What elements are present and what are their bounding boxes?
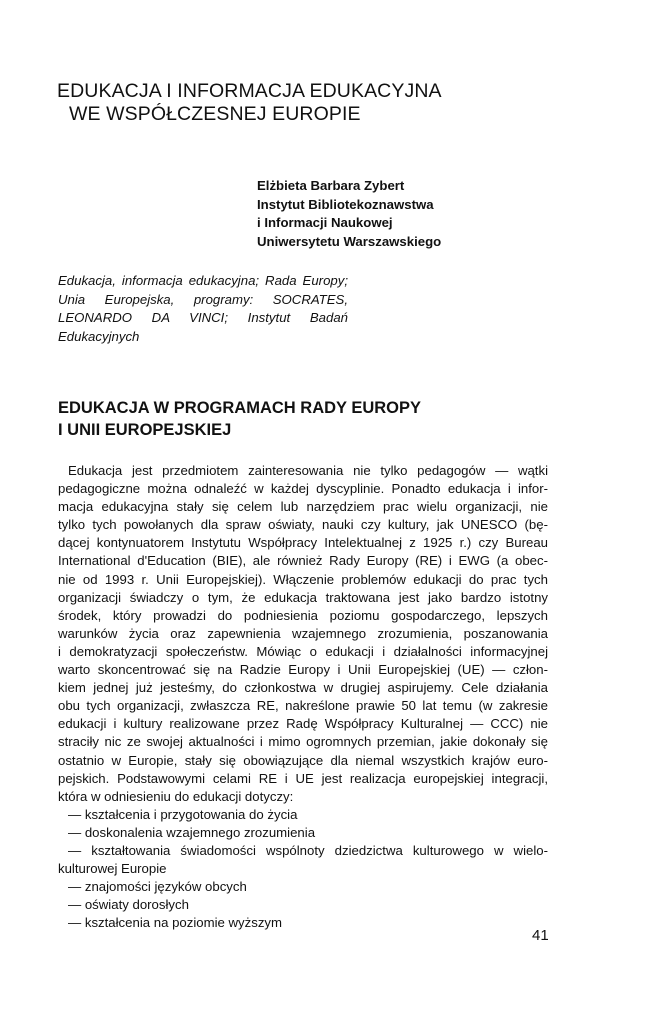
body-line: nie od 1993 r. Unii Europejskiej). Włączenie problemów edukacji do prac tych [58,571,548,587]
body-line: obu tych organizacji, zwłaszcza RE, nakreślone prawie 50 lat temu (w zakresie [58,698,548,714]
body-line: edukacji i kultury realizowane przez Radę Współpracy Kulturalnej — CCC) nie [58,716,548,732]
body-line: macja edukacyjna stały się celem lub narzędziem prac wielu organizacji, nie [58,499,548,515]
author-affiliation-line: Uniwersytetu Warszawskiego [257,233,442,249]
list-item-continuation: kulturowej Europie [58,861,167,877]
body-line: kiem jednej już jesteśmy, do członkostwa w drugiej aspirujemy. Cele działania [58,680,548,696]
body-line: ostatnio w Europie, stały się obowiązujące dla niemal wszystkich krajów euro- [58,752,548,768]
body-line: Edukacja jest przedmiotem zainteresowania nie tylko pedagogów — wątki [68,463,548,478]
list-item: — znajomości języków obcych [68,879,247,895]
body-line: organizacji świadczy o tym, że edukacja traktowana jest jako bardzo istotny [58,589,548,605]
list-item: — kształtowania świadomości wspólnoty dziedzictwa kulturowego w wielo- [68,842,548,858]
section-heading [58,398,538,441]
section-heading-line-1: EDUKACJA W PROGRAMACH RADY EUROPY [58,399,422,417]
body-text [58,462,548,932]
list-item: — kształcenia i przygotowania do życia [68,806,298,822]
list-item: — kształcenia na poziomie wyższym [68,915,283,931]
list-item: — doskonalenia wzajemnego zrozumienia [68,824,316,840]
body-line: tylko tych powołanych dla spraw oświaty, nauki czy kultury, jak UNESCO (bę- [58,517,548,533]
body-line: International d'Education (BIE), ale również Rady Europy (RE) i EWG (a obec- [58,553,548,569]
author-name: Elżbieta Barbara Zybert [257,178,405,193]
body-line: straciły nic ze swojej aktualności i mimo ogromnych przemian, jakie dokonały się [58,734,548,750]
body-line: która w odniesieniu do edukacji dotyczy: [58,788,294,804]
article-title-line-1: EDUKACJA I INFORMACJA EDUKACYJNA [57,80,442,102]
author-affiliation-line: Instytut Bibliotekoznawstwa [257,196,434,212]
article-title [57,80,617,126]
body-line: warto skoncentrować się na Radzie Europy i Unii Europejskiej (UE) — człon- [58,662,548,678]
author-block [257,177,557,251]
page-number: 41 [532,927,549,944]
body-line: i demokratyzacji społeczeństw. Mówiąc o edukacji i działalności informacyjnej [58,643,548,659]
section-heading-line-2: I UNII EUROPEJSKIEJ [58,420,232,439]
article-title-line-2: WE WSPÓŁCZESNEJ EUROPIE [69,103,361,125]
author-affiliation-line: i Informacji Naukowej [257,215,393,230]
keywords: Edukacja, informacja edukacyjna; Rada Europy; Unia Europejska, programy: SOCRATES, LEONARDO DA VINCI; Instytut Badań Edukacyjnych [58,273,348,344]
body-line: pejskich. Podstawowymi celami RE i UE jest realizacja europejskiej integracji, [58,770,548,786]
body-line: dącej kontynuatorem Instytutu Współpracy Intelektualnej z 1925 r.) czy Bureau [58,535,548,551]
list-item: — oświaty dorosłych [68,897,189,913]
body-line: środek, który prowadzi do podniesienia poziomu gospodarczego, lepszych [58,607,548,623]
body-line: warunków życia oraz zapewnienia wzajemnego zrozumienia, poszanowania [58,625,548,641]
body-line: pedagogiczne można odnaleźć w każdej dyscyplinie. Ponadto edukacja i infor- [58,481,548,497]
